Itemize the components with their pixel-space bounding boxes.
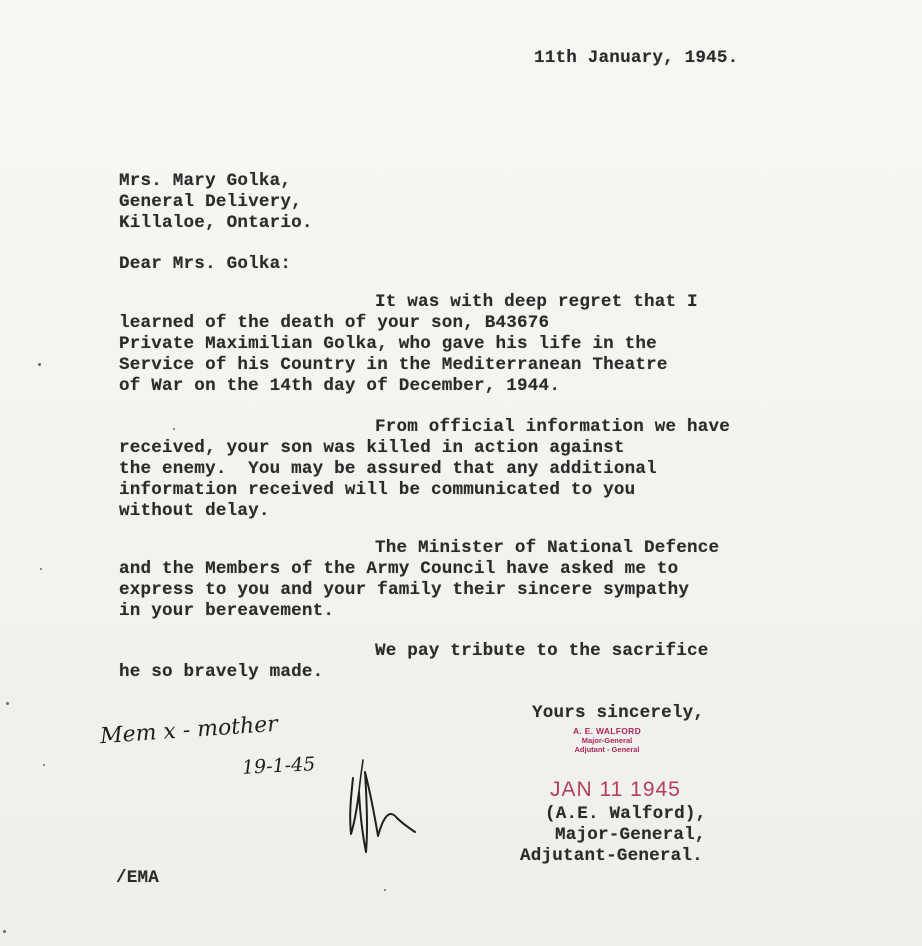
letter-date: 11th January, 1945. bbox=[534, 48, 739, 68]
paper-speck bbox=[173, 428, 175, 430]
salutation: Dear Mrs. Golka: bbox=[119, 254, 292, 274]
signer-title: Adjutant-General. bbox=[520, 846, 703, 866]
body-line: of War on the 14th day of December, 1944. bbox=[119, 376, 561, 396]
body-line: It was with deep regret that I bbox=[375, 292, 698, 312]
signature-scribble bbox=[345, 752, 425, 862]
body-line: the enemy. You may be assured that any additional bbox=[119, 459, 657, 479]
handwritten-date: 19-1-45 bbox=[241, 753, 316, 779]
closing: Yours sincerely, bbox=[532, 703, 705, 723]
officer-stamp bbox=[552, 727, 662, 754]
signer-rank: Major-General, bbox=[555, 825, 706, 845]
paper-speck bbox=[43, 764, 45, 766]
paper-speck bbox=[384, 889, 386, 891]
body-line: received, your son was killed in action against bbox=[119, 438, 625, 458]
body-line: Service of his Country in the Mediterranean Theatre bbox=[119, 355, 668, 375]
body-line: The Minister of National Defence bbox=[375, 538, 720, 558]
paper-speck bbox=[38, 363, 41, 366]
stamp-name: A. E. WALFORD bbox=[572, 726, 642, 736]
handwritten-note: Mem x - mother bbox=[99, 711, 279, 750]
signer-name: (A.E. Walford), bbox=[545, 804, 707, 824]
recipient-name: Mrs. Mary Golka, bbox=[119, 171, 292, 191]
body-line: Private Maximilian Golka, who gave his life in the bbox=[119, 334, 657, 354]
paper-speck bbox=[40, 568, 42, 570]
recipient-town: Killaloe, Ontario. bbox=[119, 213, 313, 233]
reference-initials: /EMA bbox=[116, 868, 160, 888]
body-line: he so bravely made. bbox=[119, 662, 324, 682]
stamp-rank: Major-General bbox=[581, 736, 633, 745]
body-line: learned of the death of your son, B43676 bbox=[119, 313, 550, 333]
body-line: From official information we have bbox=[375, 417, 731, 437]
body-line: We pay tribute to the sacrifice bbox=[375, 641, 709, 661]
paper-speck bbox=[3, 930, 6, 933]
date-stamp: JAN 11 1945 bbox=[550, 778, 681, 801]
body-line: express to you and your family their sincere sympathy bbox=[119, 580, 690, 600]
recipient-delivery: General Delivery, bbox=[119, 192, 302, 212]
paper-speck bbox=[6, 702, 9, 705]
stamp-title: Adjutant - General bbox=[574, 745, 640, 754]
body-line: without delay. bbox=[119, 501, 270, 521]
body-line: in your bereavement. bbox=[119, 601, 335, 621]
body-line: information received will be communicated to you bbox=[119, 480, 636, 500]
body-line: and the Members of the Army Council have asked me to bbox=[119, 559, 679, 579]
